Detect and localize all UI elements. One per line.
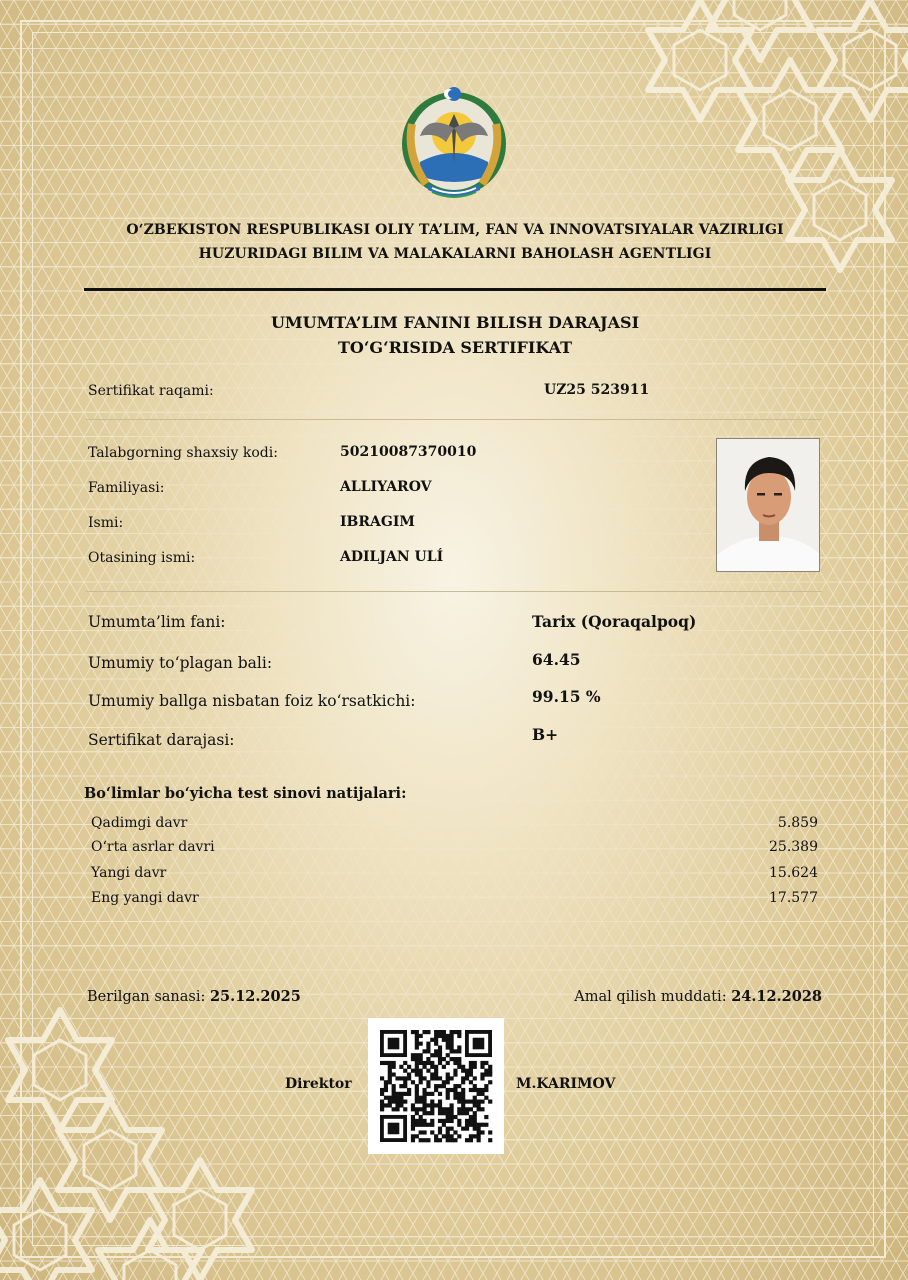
validity-date-value: 24.12.2028 — [731, 988, 822, 1005]
agency-header-line-1: O‘ZBEKISTON RESPUBLIKASI OLIY TA’LIM, FAN VA INNOVATSIYALAR VAZIRLIGI — [126, 222, 784, 238]
certificate-number-value: UZ25 523911 — [544, 382, 650, 398]
sections-heading: Bo‘limlar bo‘yicha test sinovi natijalari: — [84, 785, 407, 802]
agency-header-line-2: HUZURIDAGI BILIM VA MALAKALARNI BAHOLASH AGENTLIGI — [198, 246, 712, 262]
percentage-label: Umumiy ballga nisbatan foiz ko‘rsatkichi: — [88, 692, 416, 710]
validity-date — [574, 988, 822, 1005]
candidate-photo — [716, 438, 820, 572]
section-score: 25.389 — [769, 839, 818, 855]
surname-value: ALLIYAROV — [340, 479, 432, 495]
section-score: 5.859 — [777, 815, 818, 831]
validity-date-label: Amal qilish muddati: — [574, 989, 727, 1005]
percentage-value: 99.15 % — [532, 687, 601, 706]
header-divider — [84, 288, 826, 291]
divider — [86, 591, 822, 592]
grade-label: Sertifikat darajasi: — [88, 731, 235, 749]
director-name: M.KARIMOV — [516, 1076, 616, 1092]
section-name: O‘rta asrlar davri — [91, 839, 215, 855]
grade-value: B+ — [532, 725, 559, 744]
certificate-number-label: Sertifikat raqami: — [88, 383, 214, 399]
section-score: 15.624 — [769, 865, 818, 881]
personal-code-label: Talabgorning shaxsiy kodi: — [88, 445, 278, 461]
section-name: Yangi davr — [91, 865, 167, 881]
subject-value: Tarix (Qoraqalpoq) — [532, 612, 697, 631]
name-label: Ismi: — [88, 515, 124, 531]
total-score-value: 64.45 — [532, 650, 581, 669]
total-score-label: Umumiy to‘plagan bali: — [88, 654, 273, 672]
issue-date-label: Berilgan sanasi: — [87, 989, 206, 1005]
surname-label: Familiyasi: — [88, 480, 165, 496]
section-name: Qadimgi davr — [91, 815, 188, 831]
patronymic-value: ADILJAN ULÍ — [340, 549, 444, 565]
section-name: Eng yangi davr — [91, 890, 199, 906]
name-value: IBRAGIM — [340, 514, 415, 530]
subject-label: Umumta’lim fani: — [88, 613, 226, 631]
director-title: Direktor — [285, 1076, 352, 1092]
section-score: 17.577 — [769, 890, 818, 906]
certificate-title-line-2: TO‘G‘RISIDA SERTIFIKAT — [337, 338, 573, 357]
issue-date — [87, 988, 301, 1005]
patronymic-label: Otasining ismi: — [88, 550, 196, 566]
certificate-title-line-1: UMUMTA’LIM FANINI BILISH DARAJASI — [270, 313, 640, 332]
verification-qr-code[interactable] — [368, 1018, 504, 1154]
uzbekistan-state-emblem-icon — [398, 84, 510, 200]
personal-code-value: 50210087370010 — [340, 444, 477, 460]
divider — [86, 419, 822, 420]
issue-date-value: 25.12.2025 — [209, 988, 301, 1005]
